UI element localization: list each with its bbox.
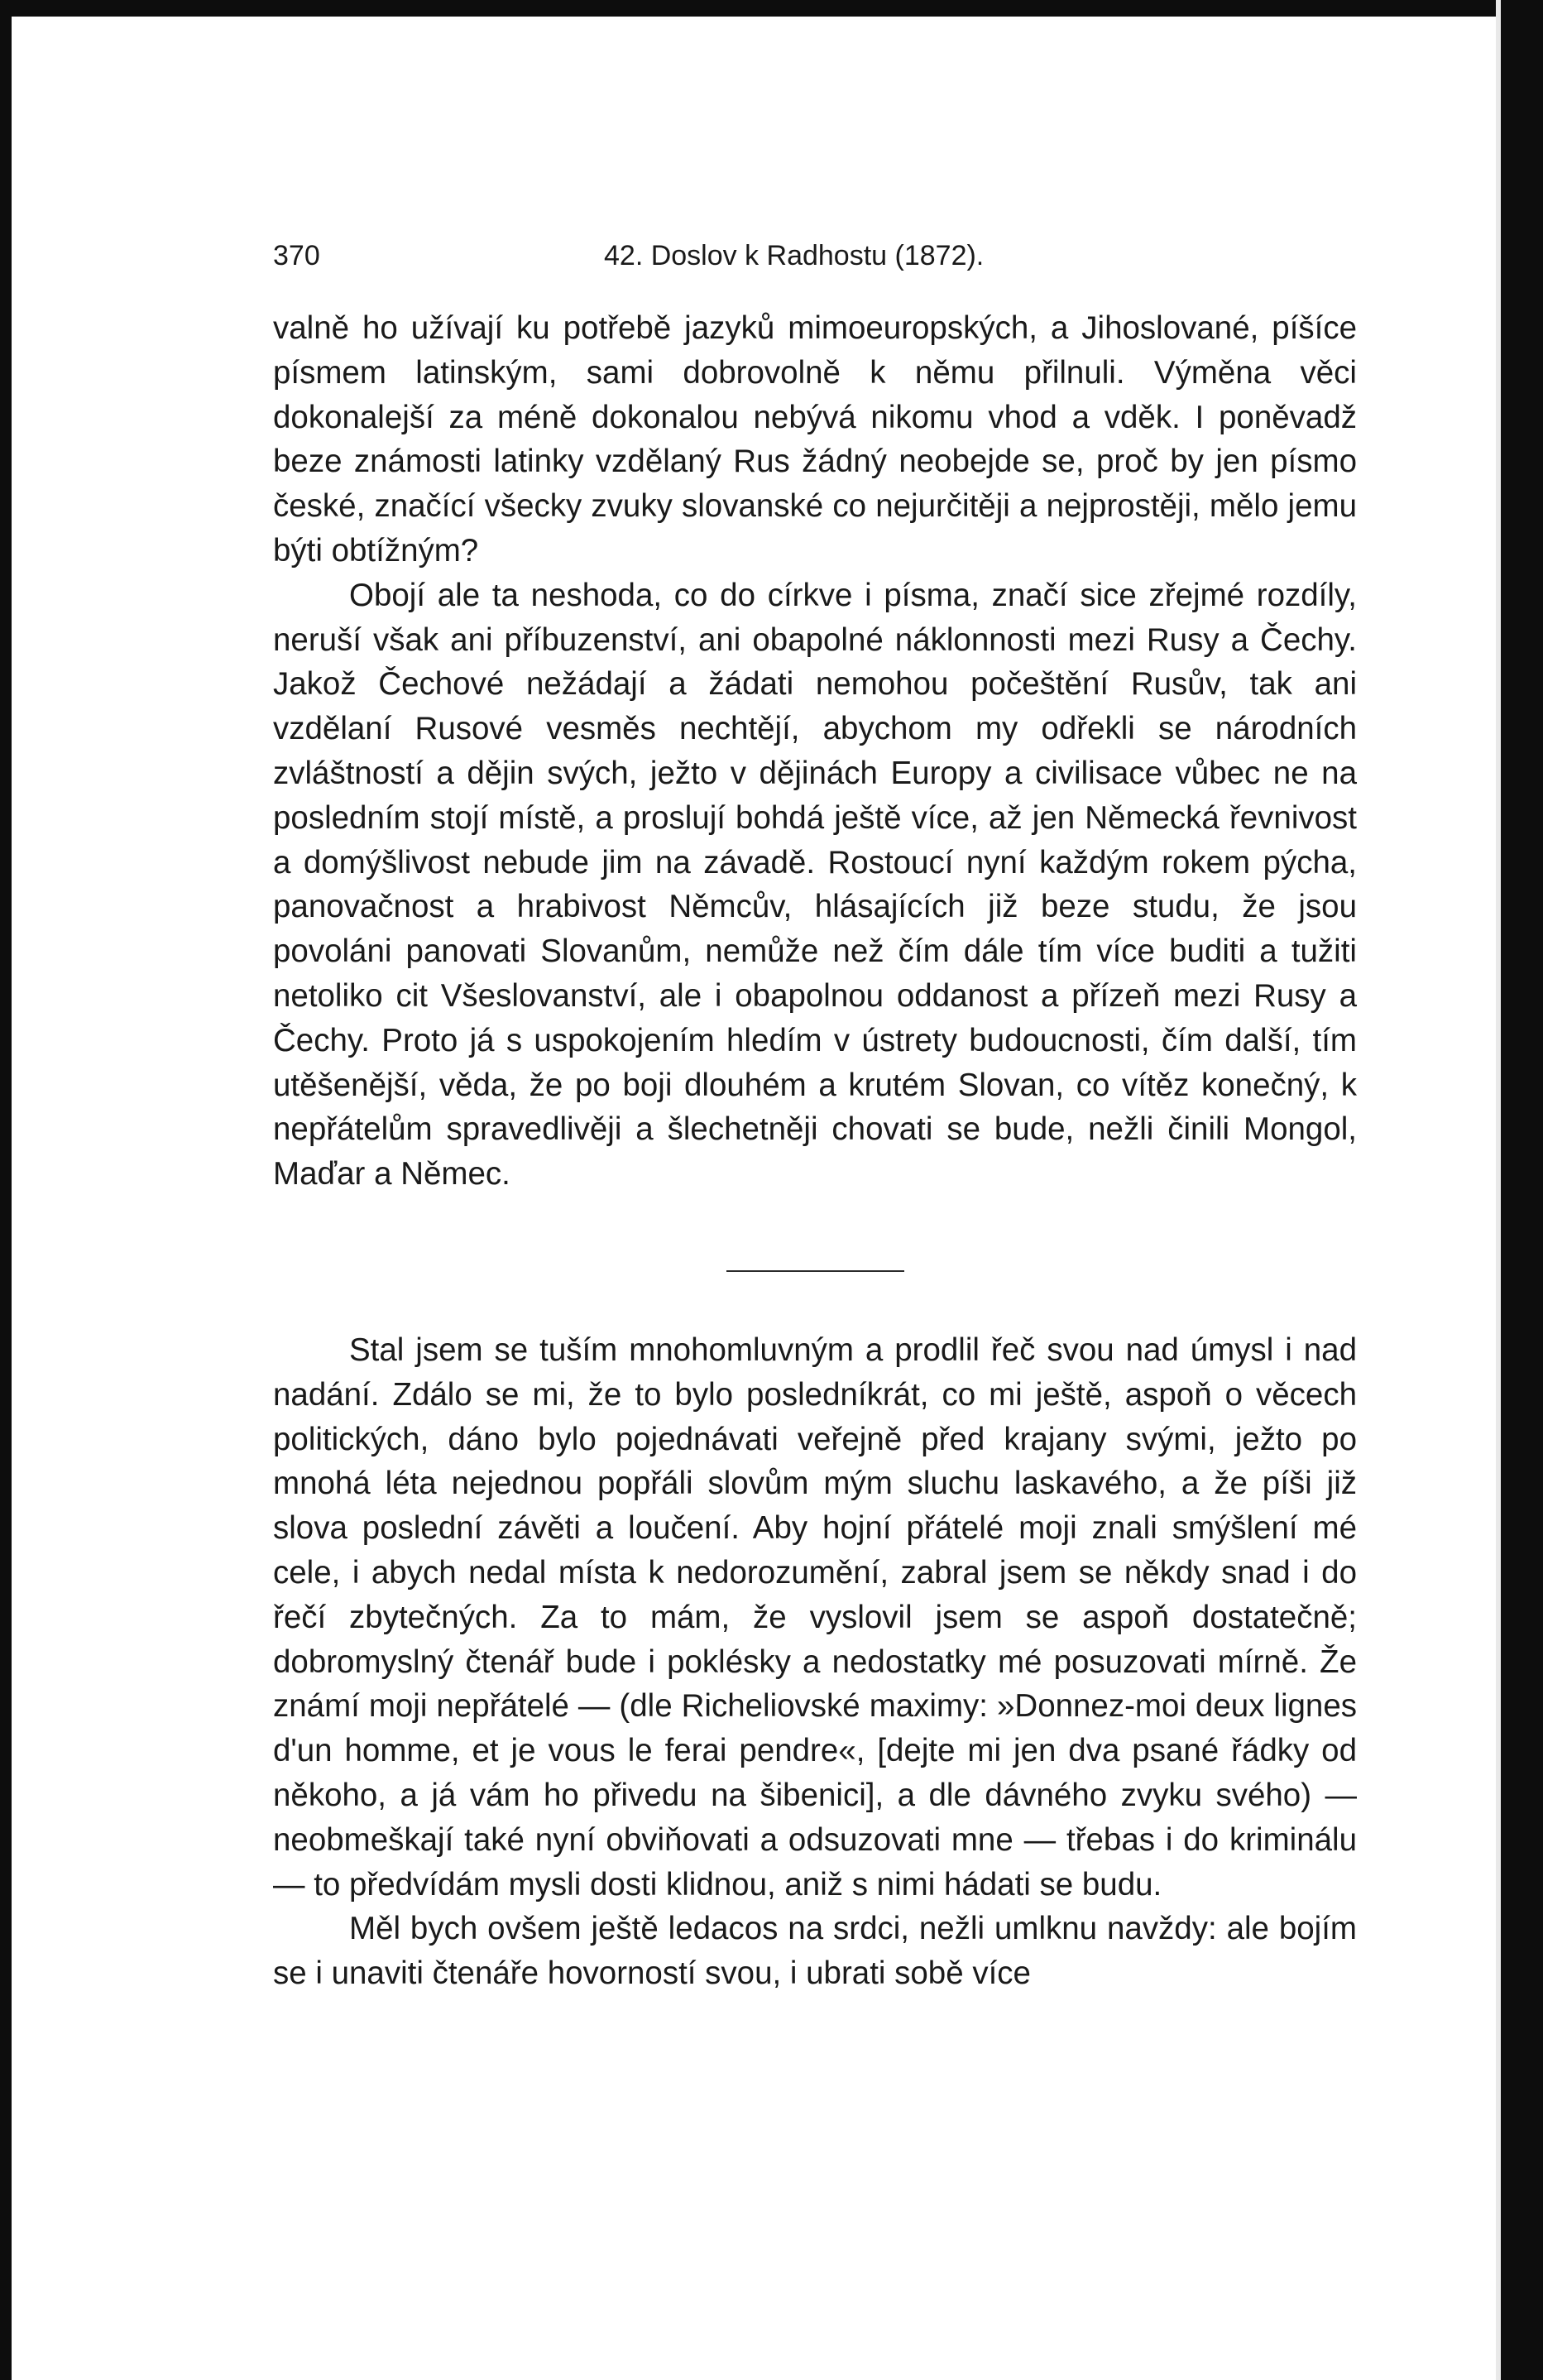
running-title: 42. Doslov k Radhostu (1872). [604, 240, 985, 271]
paragraph-1: valně ho užívají ku potřebě jazyků mimoeuropských, a Jihoslované, píšíce písmem latinským, sami dobrovolně k němu přilnuli. Výměna věci dokonalejší za méně dokonalou nebývá nikomu vhod a vděk. I poněvadž beze známosti latinky vzdělaný Rus žádný neobejde se, proč by jen písmo české, značící všecky zvuky slovanské co nejurčitěji a nejprostěji, mělo jemu býti obtížným? [273, 310, 1357, 569]
scan-border-right [1496, 0, 1543, 2380]
paragraph-4: Měl bych ovšem ještě ledacos na srdci, nežli umlknu navždy: ale bojím se i unaviti čtenáře hovorností svou, i ubrati sobě více [273, 1911, 1357, 1992]
scan-border-left [0, 0, 12, 2380]
page-header [273, 240, 1349, 281]
paragraph-2: Obojí ale ta neshoda, co do církve i písma, značí sice zřejmé rozdíly, neruší však ani příbuzenství, ani obapolné náklonnosti mezi Rusy a Čechy. Jakož Čechové nežádají a žádati nemohou počeštění Rusův, tak ani vzdělaní Rusové vesměs nechtějí, abychom my odřekli se národních zvláštností a dějin svých, ježto v dějinách Europy a civilisace vůbec ne na posledním stojí místě, a proslují bohdá ještě více, až jen Německá řevnivost a domýšlivost nebude jim na závadě. Rostoucí nyní každým rokem pýcha, panovačnost a hrabivost Němcův, hlásajících již beze studu, že jsou povoláni panovati Slovanům, nemůže než čím dále tím více buditi a tužiti netoliko cit Všeslovanství, ale i obapolnou oddanost a přízeň mezi Rusy a Čechy. Proto já s uspokojením hledím v ústrety budoucnosti, čím další, tím utěšenější, věda, že po boji dlouhém a krutém Slovan, co vítěz konečný, k nepřátelům spravedlivěji a šlechetněji chovati se bude, nežli činili Mongol, Maďar a Němec. [273, 577, 1357, 1192]
paragraph-3: Stal jsem se tuším mnohomluvným a prodlil řeč svou nad úmysl i nad nadání. Zdálo se mi, že to bylo posledníkrát, co mi ještě, aspoň o věcech politických, dáno bylo pojednávati veřejně před krajany svými, ježto po mnohá léta nejednou popřáli slovům mým sluchu laskavého, a že píši již slova poslední závěti a loučení. Aby hojní přátelé moji znali smýšlení mé cele, i abych nedal místa k nedorozumění, zabral jsem se někdy snad i do řečí zbytečných. Za to mám, že vyslovil jsem se aspoň dostatečně; dobromyslný čtenář bude i poklésky a nedostatky mé posuzovati mírně. Že známí moji nepřátelé — (dle Richeliovské maximy: »Donnez-moi deux lignes d'un homme, et je vous le ferai pendre«, [dejte mi jen dva psané řádky od někoho, a já vám ho přivedu na šibenici], a dle dávného zvyku svého) — neobmeškají také nyní obviňovati a odsuzovati mne — třebas i do kriminálu — to předvídám mysli dosti klidnou, aniž s nimi hádati se budu. [273, 1332, 1357, 1903]
section-two-text [273, 1328, 1357, 1996]
section-separator [726, 1270, 904, 1272]
scan-border-right-inner [1496, 0, 1501, 2380]
section-one-text [273, 306, 1357, 1197]
scan-border-top [0, 0, 1543, 17]
page-number: 370 [273, 240, 320, 271]
